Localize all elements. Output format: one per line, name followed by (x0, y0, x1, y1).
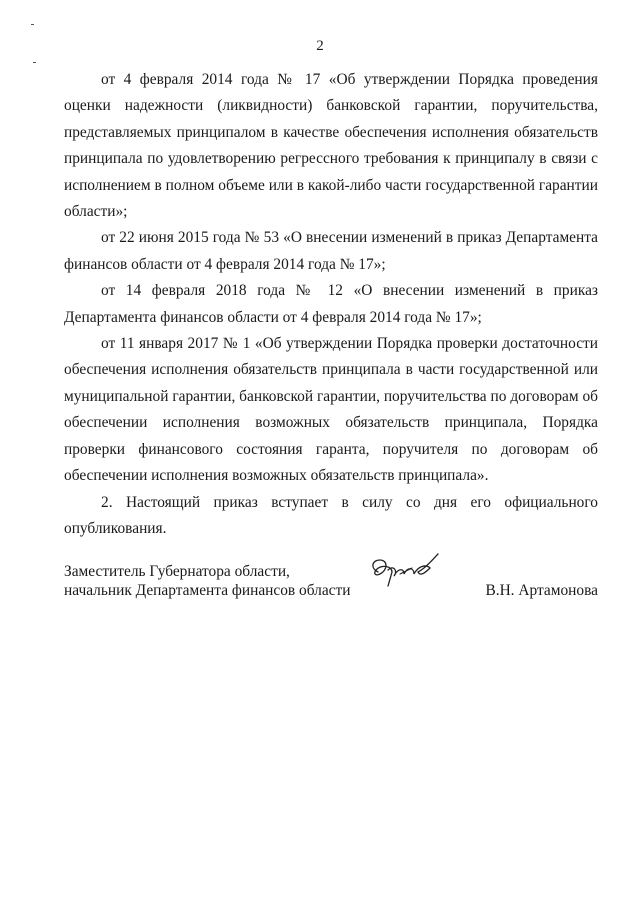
handwritten-signature-icon (364, 550, 444, 596)
scan-artifact-mark (33, 62, 36, 63)
signatory-position (64, 562, 350, 600)
signatory-position-line-2: начальник Департамента финансов области (64, 582, 351, 599)
paragraph-order-53: от 22 июня 2015 года № 53 «О внесении изменений в приказ Департамента финансов области от 4 февраля 2014 года № 17»; (64, 229, 598, 273)
scan-artifact-mark (31, 24, 34, 25)
signatory-name: В.Н. Артамонова (485, 582, 598, 599)
paragraph-order-17: от 4 февраля 2014 года № 17 «Об утверждении Порядка проведения оценки надежности (ликвидности) банковской гарантии, поручительства, представляемых принципалом в качестве обеспечения исполнения обязательств принципала по удовлетворению регрессного требования к принципалу в связи с исполнением в полном объеме или в какой-либо части государственной гарантии области»; (64, 71, 598, 221)
signatory-position-line-1: Заместитель Губернатора области, (64, 563, 290, 580)
document-body (64, 67, 598, 542)
signature-block (64, 562, 598, 612)
page-number: 2 (316, 38, 324, 54)
paragraph-effective-clause: 2. Настоящий приказ вступает в силу со дня его официального опубликования. (64, 493, 598, 537)
paragraph-order-1: от 11 января 2017 № 1 «Об утверждении Порядка проверки достаточности обеспечения исполнения обязательств принципала в части государственной или муниципальной гарантии, банковской гарантии, поручительства по договорам об обеспечении исполнения возможных обязательств принципала, Порядка проверки финансового состояния гаранта, поручителя по договорам об обеспечении исполнения возможных обязательств принципала». (64, 335, 598, 485)
paragraph-order-12: от 14 февраля 2018 года № 12 «О внесении изменений в приказ Департамента финансов области от 4 февраля 2014 года № 17»; (64, 282, 598, 326)
